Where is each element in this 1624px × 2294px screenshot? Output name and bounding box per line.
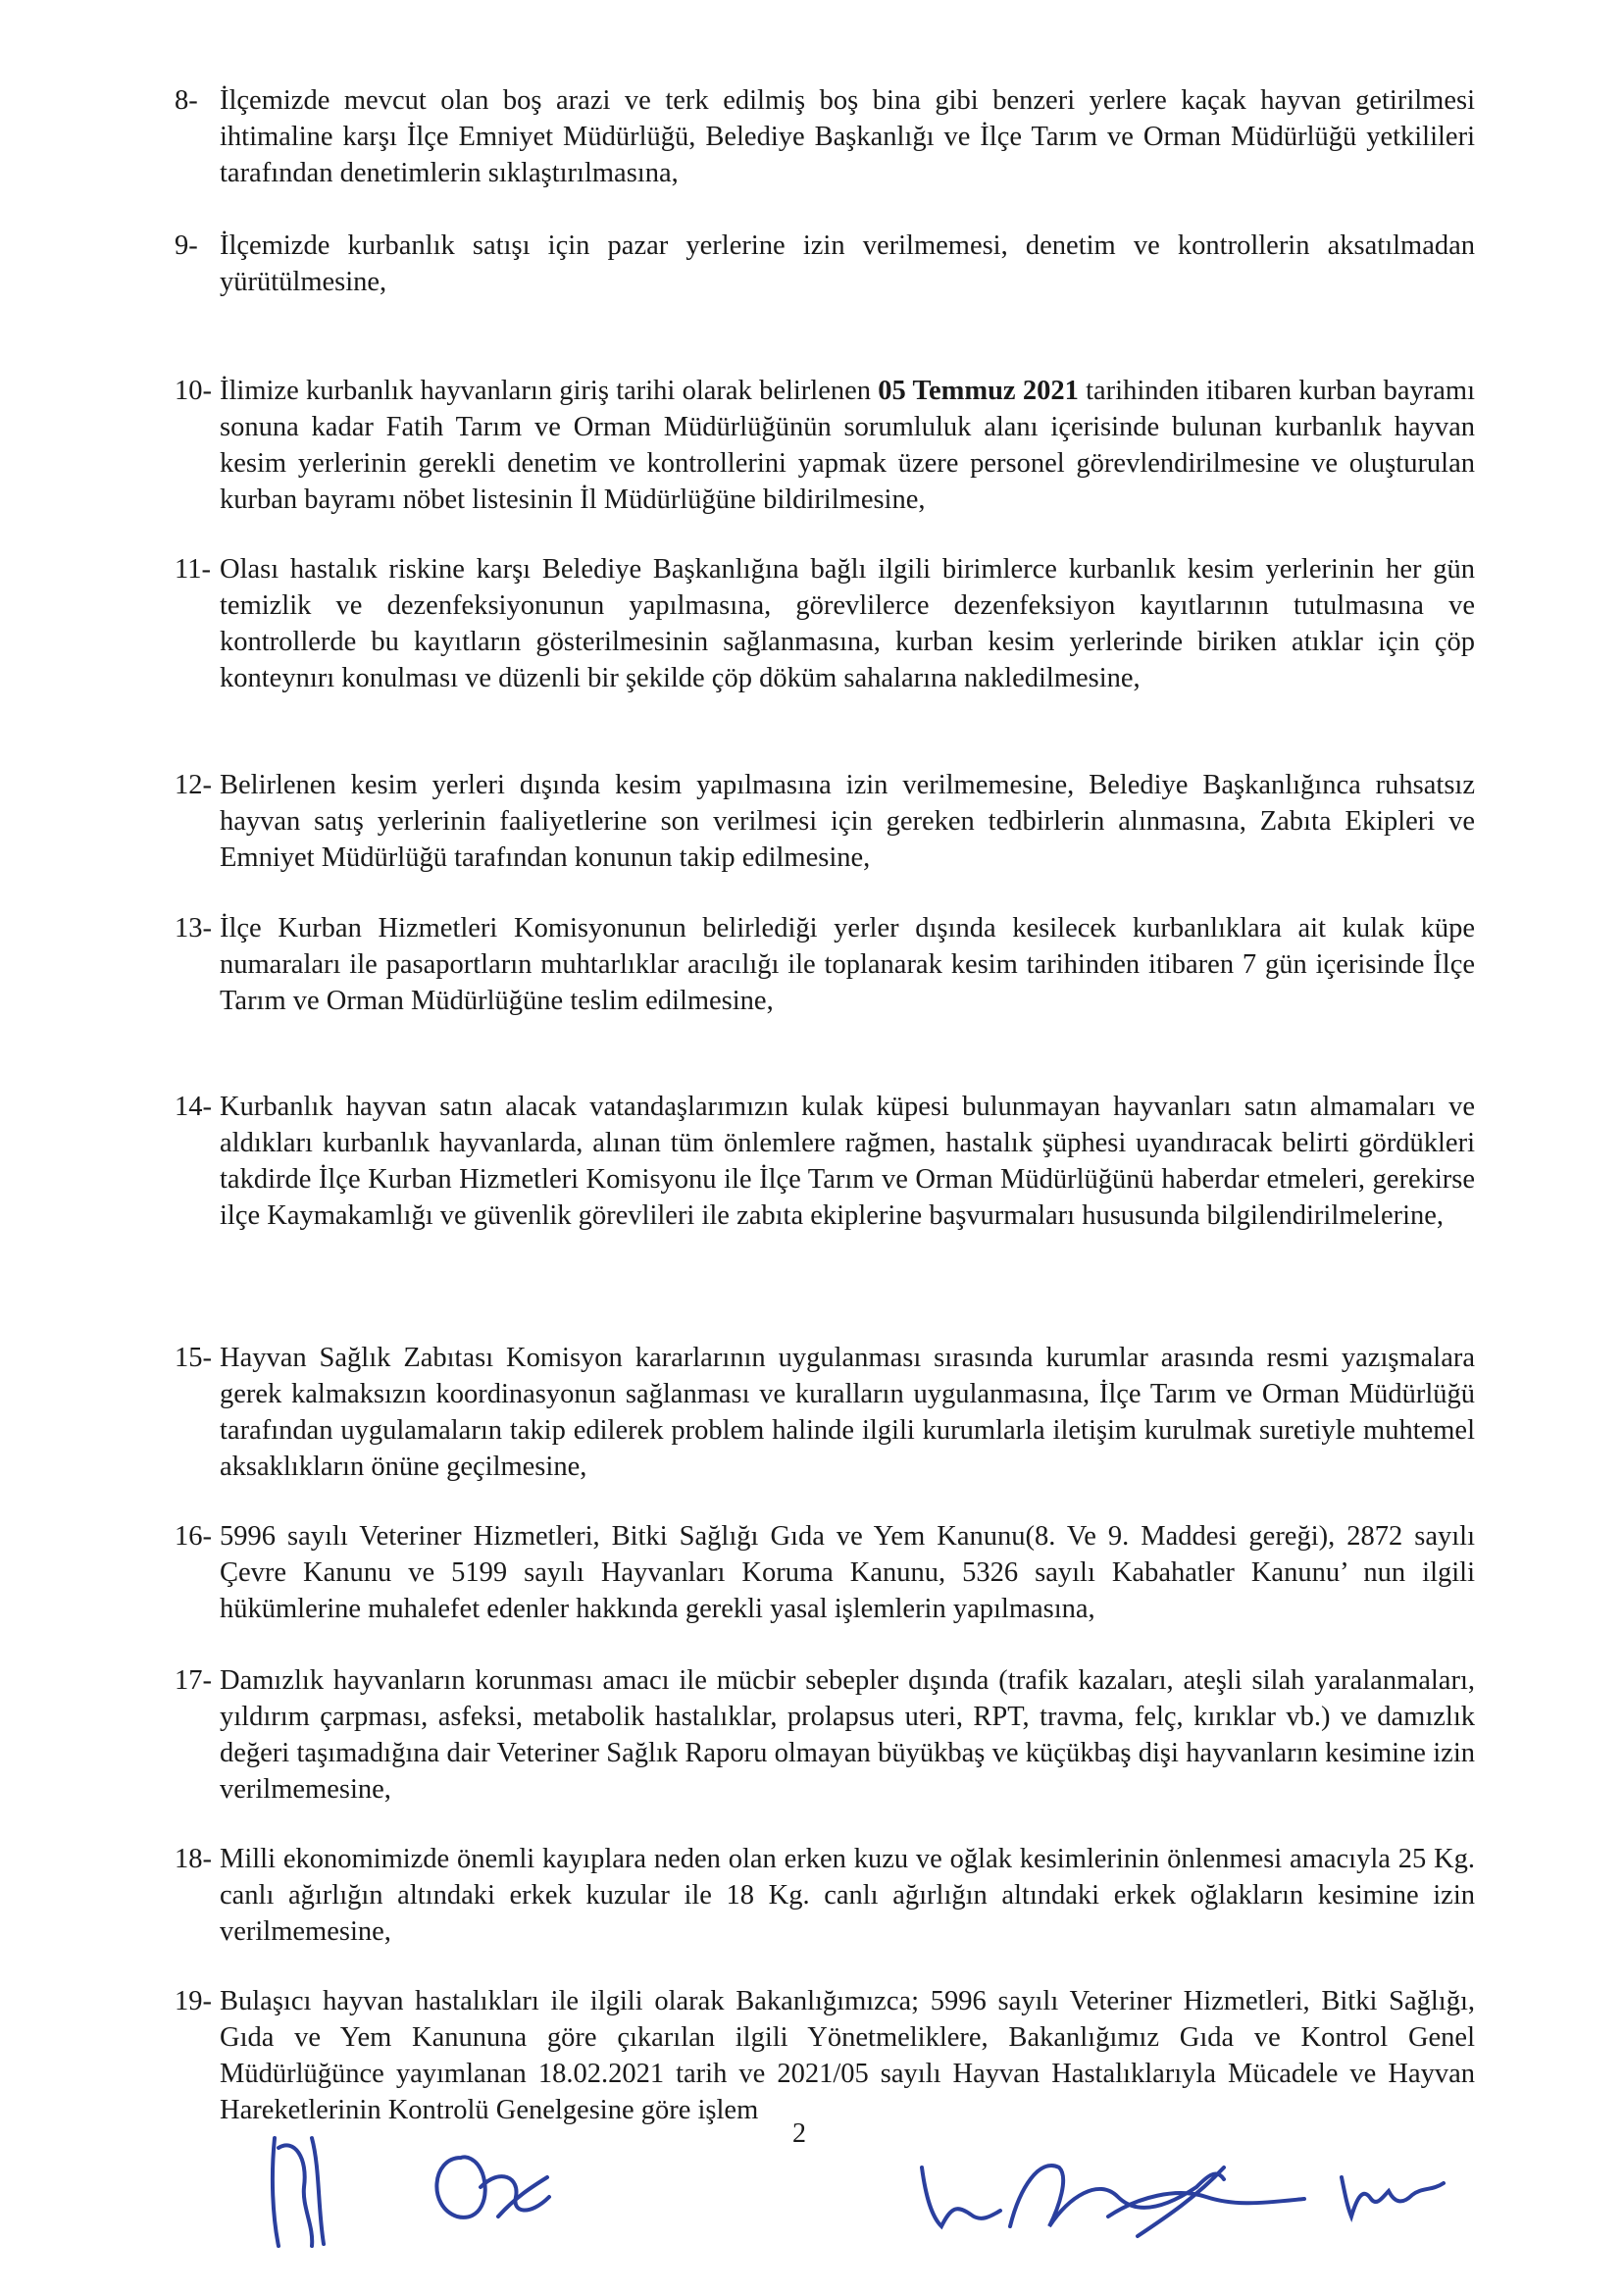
item-number: 19- [175,1986,212,2016]
list-item-18 [175,1841,1475,1950]
signature-3 [912,2128,1324,2266]
item-text [220,373,1475,518]
item-text-part: tarihinden itibaren kurban bayramı sonuna kadar Fatih Tarım ve Orman Müdürlüğünün sorumluluk alanı içerisinde bulunan kurbanlık hayvan kesim yerlerinin gerekli denetim ve kontrollerini yapmak üzere personel görevlendirilmesine ve oluşturulan kurban bayramı nöbet listesinin İl Müdürlüğüne bildirilmesine, [220,376,1476,515]
list-item-10 [175,373,1475,518]
item-number: 11- [175,554,211,585]
item-number: 8- [175,85,198,116]
item-text: İlçemizde mevcut olan boş arazi ve terk edilmiş boş bina gibi benzeri yerlere kaçak hayvan getirilmesi ihtimaline karşı İlçe Emniyet Müdürlüğü, Belediye Başkanlığı ve İlçe Tarım ve Orman Müdürlüğü yetkilileri tarafından denetimlerin sıklaştırılmasına, [220,85,1475,188]
list-item-9 [175,228,1475,300]
date-highlight: 05 Temmuz 2021 [878,376,1079,406]
list-item-11 [175,551,1475,696]
item-text: İlçemizde kurbanlık satışı için pazar yerlerine izin verilmemesi, denetim ve kontrollerin aksatılmadan yürütülmesine, [220,230,1475,297]
list-item-17 [175,1662,1475,1808]
item-text: 5996 sayılı Veteriner Hizmetleri, Bitki Sağlığı Gıda ve Yem Kanunu(8. Ve 9. Maddesi gereği), 2872 sayılı Çevre Kanunu ve 5199 sayılı Hayvanları Koruma Kanunu, 5326 sayılı Kabahatler Kanunu’ nun ilgili hükümlerine muhalefet edenler hakkında gerekli yasal işlemlerin yapılmasına, [220,1521,1475,1624]
signature-4 [1334,2148,1451,2226]
signature-1 [265,2109,343,2256]
item-number: 17- [175,1665,212,1696]
list-item-8 [175,82,1475,191]
item-number: 18- [175,1844,212,1874]
list-item-12 [175,767,1475,876]
item-text-part: İlimize kurbanlık hayvanların giriş tarihi olarak belirlenen [220,376,879,406]
list-item-15 [175,1340,1475,1485]
item-number: 13- [175,913,212,943]
item-number: 12- [175,770,212,800]
item-text: Damızlık hayvanların korunması amacı ile mücbir sebepler dışında (trafik kazaları, ateşli silah yaralanmaları, yıldırım çarpması, asfeksi, metabolik hastalıklar, prolapsus uteri, RPT, travma, felç, kırıklar vb.) ve damızlık değeri taşımadığına dair Veteriner Sağlık Raporu olmayan büyükbaş ve küçükbaş dişi hayvanların kesimine izin verilmemesine, [220,1665,1475,1805]
page-number: 2 [792,2118,806,2149]
item-text: Hayvan Sağlık Zabıtası Komisyon kararlarının uygulanması sırasında kurumlar arasında resmi yazışmalara gerek kalmaksızın koordinasyonun sağlanması ve kuralların uygulanmasına, İlçe Tarım ve Orman Müdürlüğü tarafından uygulamaların takip edilerek problem halinde ilgili kurumlarla iletişim kurulmak suretiyle muhtemel aksaklıkların önüne geçilmesine, [220,1343,1475,1482]
item-number: 10- [175,376,212,406]
item-text: İlçe Kurban Hizmetleri Komisyonunun belirlediği yerler dışında kesilecek kurbanlıklara ait kulak küpe numaraları ile pasaportların muhtarlıklar aracılığı ile toplanarak kesim tarihinden itibaren 7 gün içerisinde İlçe Tarım ve Orman Müdürlüğüne teslim edilmesine, [220,913,1475,1016]
item-number: 9- [175,230,198,261]
signature-2 [422,2138,559,2236]
item-number: 15- [175,1343,212,1373]
item-number: 14- [175,1092,212,1122]
list-item-16 [175,1518,1475,1627]
list-item-13 [175,910,1475,1019]
item-number: 16- [175,1521,212,1552]
item-text: Olası hastalık riskine karşı Belediye Başkanlığına bağlı ilgili birimlerce kurbanlık kesim yerlerinin her gün temizlik ve dezenfeksiyonunun yapılmasına, görevlilerce dezenfeksiyon kayıtlarının tutulmasına ve kontrollerde bu kayıtların gösterilmesinin sağlanmasına, kurban kesim yerlerinde biriken atıklar için çöp konteynırı konulması ve düzenli bir şekilde çöp döküm sahalarına nakledilmesine, [220,554,1475,693]
item-text: Kurbanlık hayvan satın alacak vatandaşlarımızın kulak küpesi bulunmayan hayvanları satın almamaları ve aldıkları kurbanlık hayvanlarda, alınan tüm önlemlere rağmen, hastalık şüphesi uyandıracak belirti gördükleri takdirde İlçe Kurban Hizmetleri Komisyonu ile İlçe Tarım ve Orman Müdürlüğünü haberdar etmeleri, gerekirse ilçe Kaymakamlığı ve güvenlik görevlileri ile zabıta ekiplerine başvurmaları hususunda bilgilendirilmelerine, [220,1092,1475,1231]
item-text: Belirlenen kesim yerleri dışında kesim yapılmasına izin verilmemesine, Belediye Başkanlığınca ruhsatsız hayvan satış yerlerinin faaliyetlerine son verilmesi için gereken tedbirlerin alınmasına, Zabıta Ekipleri ve Emniyet Müdürlüğü tarafından konunun takip edilmesine, [220,770,1475,873]
item-text: Milli ekonomimizde önemli kayıplara neden olan erken kuzu ve oğlak kesimlerinin önlenmesi amacıyla 25 Kg. canlı ağırlığın altındaki erkek kuzular ile 18 Kg. canlı ağırlığın altındaki erkek oğlakların kesimine izin verilmemesine, [220,1844,1475,1947]
signature-row [0,2089,1624,2266]
item-text: Bulaşıcı hayvan hastalıkları ile ilgili olarak Bakanlığımızca; 5996 sayılı Veteriner Hizmetleri, Bitki Sağlığı, Gıda ve Yem Kanununa göre çıkarılan ilgili Yönetmeliklere, Bakanlığımız Gıda ve Kontrol Genel Müdürlüğünce yayımlanan 18.02.2021 tarih ve 2021/05 sayılı Hayvan Hastalıklarıyla Mücadele ve Hayvan Hareketlerinin Kontrolü Genelgesine göre işlem [220,1986,1475,2125]
list-item-14 [175,1089,1475,1234]
